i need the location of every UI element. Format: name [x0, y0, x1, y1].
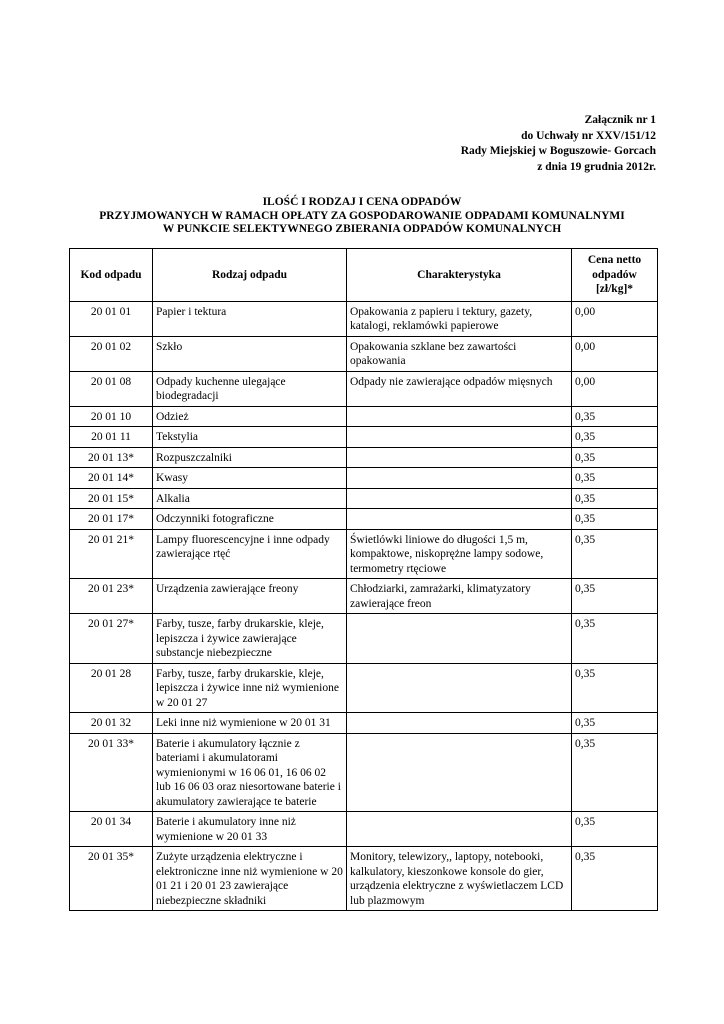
waste-description-cell [347, 509, 572, 530]
table-row [70, 614, 658, 664]
waste-price-cell: 0,00 [572, 371, 658, 406]
waste-code-cell: 20 01 34 [70, 812, 153, 847]
table-row [70, 447, 658, 468]
waste-code-cell: 20 01 23* [70, 579, 153, 614]
waste-type-cell: Farby, tusze, farby drukarskie, kleje, lepiszcza i żywice inne niż wymienione w 20 01 27 [153, 663, 347, 713]
waste-code-cell: 20 01 14* [70, 468, 153, 489]
waste-price-cell: 0,35 [572, 447, 658, 468]
waste-price-cell: 0,35 [572, 663, 658, 713]
header-description: Charakterystyka [347, 249, 572, 302]
title-line-2: PRZYJMOWANYCH W RAMACH OPŁATY ZA GOSPODAROWANIE ODPADAMI KOMUNALNYMI [99, 209, 625, 222]
waste-description-cell [347, 468, 572, 489]
waste-description-cell [347, 713, 572, 734]
table-row [70, 406, 658, 427]
waste-price-cell: 0,00 [572, 336, 658, 371]
waste-description-cell [347, 447, 572, 468]
resolution-reference: do Uchwały nr XXV/151/12 [521, 129, 656, 142]
annex-header [461, 113, 656, 175]
waste-description-cell [347, 614, 572, 664]
waste-price-cell: 0,35 [572, 509, 658, 530]
document-title [0, 196, 724, 237]
table-row [70, 427, 658, 448]
waste-type-cell: Kwasy [153, 468, 347, 489]
table-row [70, 336, 658, 371]
waste-price-cell: 0,35 [572, 614, 658, 664]
title-line-1: ILOŚĆ I RODZAJ I CENA ODPADÓW [262, 196, 462, 208]
waste-price-cell: 0,35 [572, 733, 658, 812]
header-price-line-3: [zł/kg]* [595, 283, 634, 295]
waste-price-cell: 0,35 [572, 488, 658, 509]
waste-code-cell: 20 01 13* [70, 447, 153, 468]
table-row [70, 713, 658, 734]
annex-number: Załącznik nr 1 [584, 114, 656, 126]
waste-code-cell: 20 01 15* [70, 488, 153, 509]
waste-price-cell: 0,35 [572, 847, 658, 911]
waste-type-cell: Odpady kuchenne ulegające biodegradacji [153, 371, 347, 406]
table-row [70, 579, 658, 614]
table-header-row [70, 249, 658, 302]
waste-type-cell: Lampy fluorescencyjne i inne odpady zawierające rtęć [153, 529, 347, 579]
table-row [70, 812, 658, 847]
waste-code-cell: 20 01 08 [70, 371, 153, 406]
header-price [572, 249, 658, 302]
waste-description-cell [347, 488, 572, 509]
table-row [70, 847, 658, 911]
header-code: Kod odpadu [70, 249, 153, 302]
waste-description-cell: Odpady nie zawierające odpadów mięsnych [347, 371, 572, 406]
waste-description-cell [347, 733, 572, 812]
waste-description-cell: Opakowania z papieru i tektury, gazety, katalogi, reklamówki papierowe [347, 301, 572, 336]
waste-code-cell: 20 01 01 [70, 301, 153, 336]
waste-type-cell: Szkło [153, 336, 347, 371]
table-body [70, 301, 658, 911]
council-name: Rady Miejskiej w Boguszowie- Gorcach [460, 145, 656, 157]
table-row [70, 371, 658, 406]
waste-code-cell: 20 01 17* [70, 509, 153, 530]
waste-description-cell [347, 812, 572, 847]
waste-type-cell: Rozpuszczalniki [153, 447, 347, 468]
waste-type-cell: Odzież [153, 406, 347, 427]
waste-type-cell: Urządzenia zawierające freony [153, 579, 347, 614]
header-type: Rodzaj odpadu [153, 249, 347, 302]
waste-code-cell: 20 01 21* [70, 529, 153, 579]
waste-description-cell [347, 406, 572, 427]
waste-code-cell: 20 01 32 [70, 713, 153, 734]
table-row [70, 488, 658, 509]
waste-type-cell: Leki inne niż wymienione w 20 01 31 [153, 713, 347, 734]
waste-type-cell: Papier i tektura [153, 301, 347, 336]
waste-description-cell: Monitory, telewizory,, laptopy, notebooki, kalkulatory, kieszonkowe konsole do gier, urządzenia elektryczne z wyświetlaczem LCD lub plazmowym [347, 847, 572, 911]
waste-price-cell: 0,35 [572, 529, 658, 579]
waste-type-cell: Farby, tusze, farby drukarskie, kleje, lepiszcza i żywice zawierające substancje niebezpieczne [153, 614, 347, 664]
waste-price-cell: 0,35 [572, 579, 658, 614]
waste-code-cell: 20 01 33* [70, 733, 153, 812]
resolution-date: z dnia 19 grudnia 2012r. [537, 160, 656, 173]
waste-code-cell: 20 01 02 [70, 336, 153, 371]
waste-type-cell: Alkalia [153, 488, 347, 509]
waste-description-cell: Świetlówki liniowe do długości 1,5 m, kompaktowe, niskoprężne lampy sodowe, termometry rtęciowe [347, 529, 572, 579]
header-price-line-2: odpadów [592, 268, 637, 281]
waste-code-cell: 20 01 28 [70, 663, 153, 713]
waste-description-cell [347, 663, 572, 713]
header-price-line-1: Cena netto [587, 254, 642, 266]
title-line-3: W PUNKCIE SELEKTYWNEGO ZBIERANIA ODPADÓW KOMUNALNYCH [162, 223, 562, 235]
waste-price-cell: 0,35 [572, 406, 658, 427]
waste-type-cell: Odczynniki fotograficzne [153, 509, 347, 530]
waste-type-cell: Tekstylia [153, 427, 347, 448]
waste-type-cell: Baterie i akumulatory łącznie z bateriami i akumulatorami wymienionymi w 16 06 01, 16 06 02 lub 16 06 03 oraz niesortowane baterie i akumulatory zawierające te baterie [153, 733, 347, 812]
waste-code-cell: 20 01 10 [70, 406, 153, 427]
waste-description-cell [347, 427, 572, 448]
waste-table [69, 248, 658, 911]
waste-description-cell: Opakowania szklane bez zawartości opakowania [347, 336, 572, 371]
table-row [70, 733, 658, 812]
waste-price-cell: 0,35 [572, 713, 658, 734]
waste-description-cell: Chłodziarki, zamrażarki, klimatyzatory zawierające freon [347, 579, 572, 614]
waste-price-cell: 0,35 [572, 468, 658, 489]
waste-type-cell: Baterie i akumulatory inne niż wymienione w 20 01 33 [153, 812, 347, 847]
waste-code-cell: 20 01 27* [70, 614, 153, 664]
table-row [70, 509, 658, 530]
waste-code-cell: 20 01 11 [70, 427, 153, 448]
waste-price-cell: 0,00 [572, 301, 658, 336]
table-row [70, 529, 658, 579]
table-row [70, 301, 658, 336]
waste-price-cell: 0,35 [572, 812, 658, 847]
waste-price-cell: 0,35 [572, 427, 658, 448]
waste-type-cell: Zużyte urządzenia elektryczne i elektroniczne inne niż wymienione w 20 01 21 i 20 01 23 zawierające niebezpieczne składniki [153, 847, 347, 911]
table-row [70, 663, 658, 713]
table-row [70, 468, 658, 489]
waste-code-cell: 20 01 35* [70, 847, 153, 911]
